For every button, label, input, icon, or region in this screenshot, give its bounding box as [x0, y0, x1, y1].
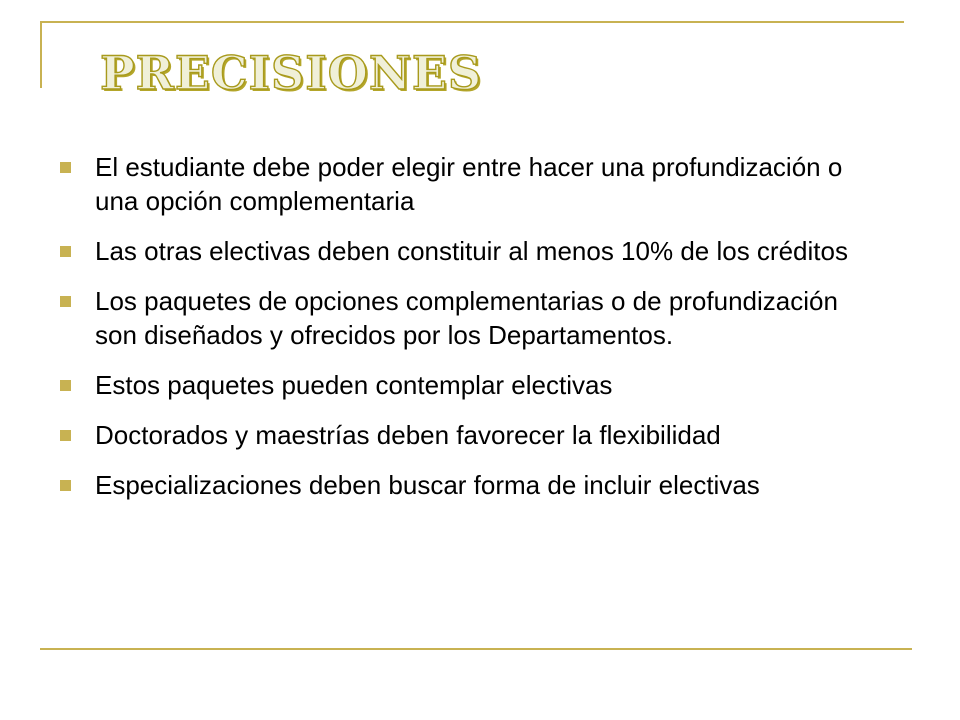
frame-top-rule — [40, 21, 904, 23]
frame-bottom-rule — [40, 648, 912, 650]
bullet-item — [58, 284, 858, 352]
bullet-item — [58, 468, 858, 502]
bullet-list — [58, 150, 858, 518]
frame-left-rule — [40, 21, 42, 88]
square-bullet-icon — [60, 430, 71, 441]
square-bullet-icon — [60, 162, 71, 173]
square-bullet-icon — [60, 296, 71, 307]
bullet-text: El estudiante debe poder elegir entre hacer una profundización o una opción complementaria — [95, 152, 843, 216]
square-bullet-icon — [60, 246, 71, 257]
bullet-text: Especializaciones deben buscar forma de incluir electivas — [95, 470, 760, 500]
square-bullet-icon — [60, 480, 71, 491]
bullet-text: Estos paquetes pueden contemplar electivas — [95, 370, 613, 400]
bullet-item — [58, 418, 858, 452]
slide-title: PRECISIONES — [100, 46, 483, 100]
bullet-item — [58, 150, 858, 218]
bullet-text: Las otras electivas deben constituir al menos 10% de los créditos — [95, 236, 848, 266]
bullet-text: Doctorados y maestrías deben favorecer la flexibilidad — [95, 420, 721, 450]
square-bullet-icon — [60, 380, 71, 391]
bullet-text: Los paquetes de opciones complementarias o de profundización son diseñados y ofrecidos por los Departamentos. — [95, 286, 838, 350]
bullet-item — [58, 234, 858, 268]
bullet-item — [58, 368, 858, 402]
